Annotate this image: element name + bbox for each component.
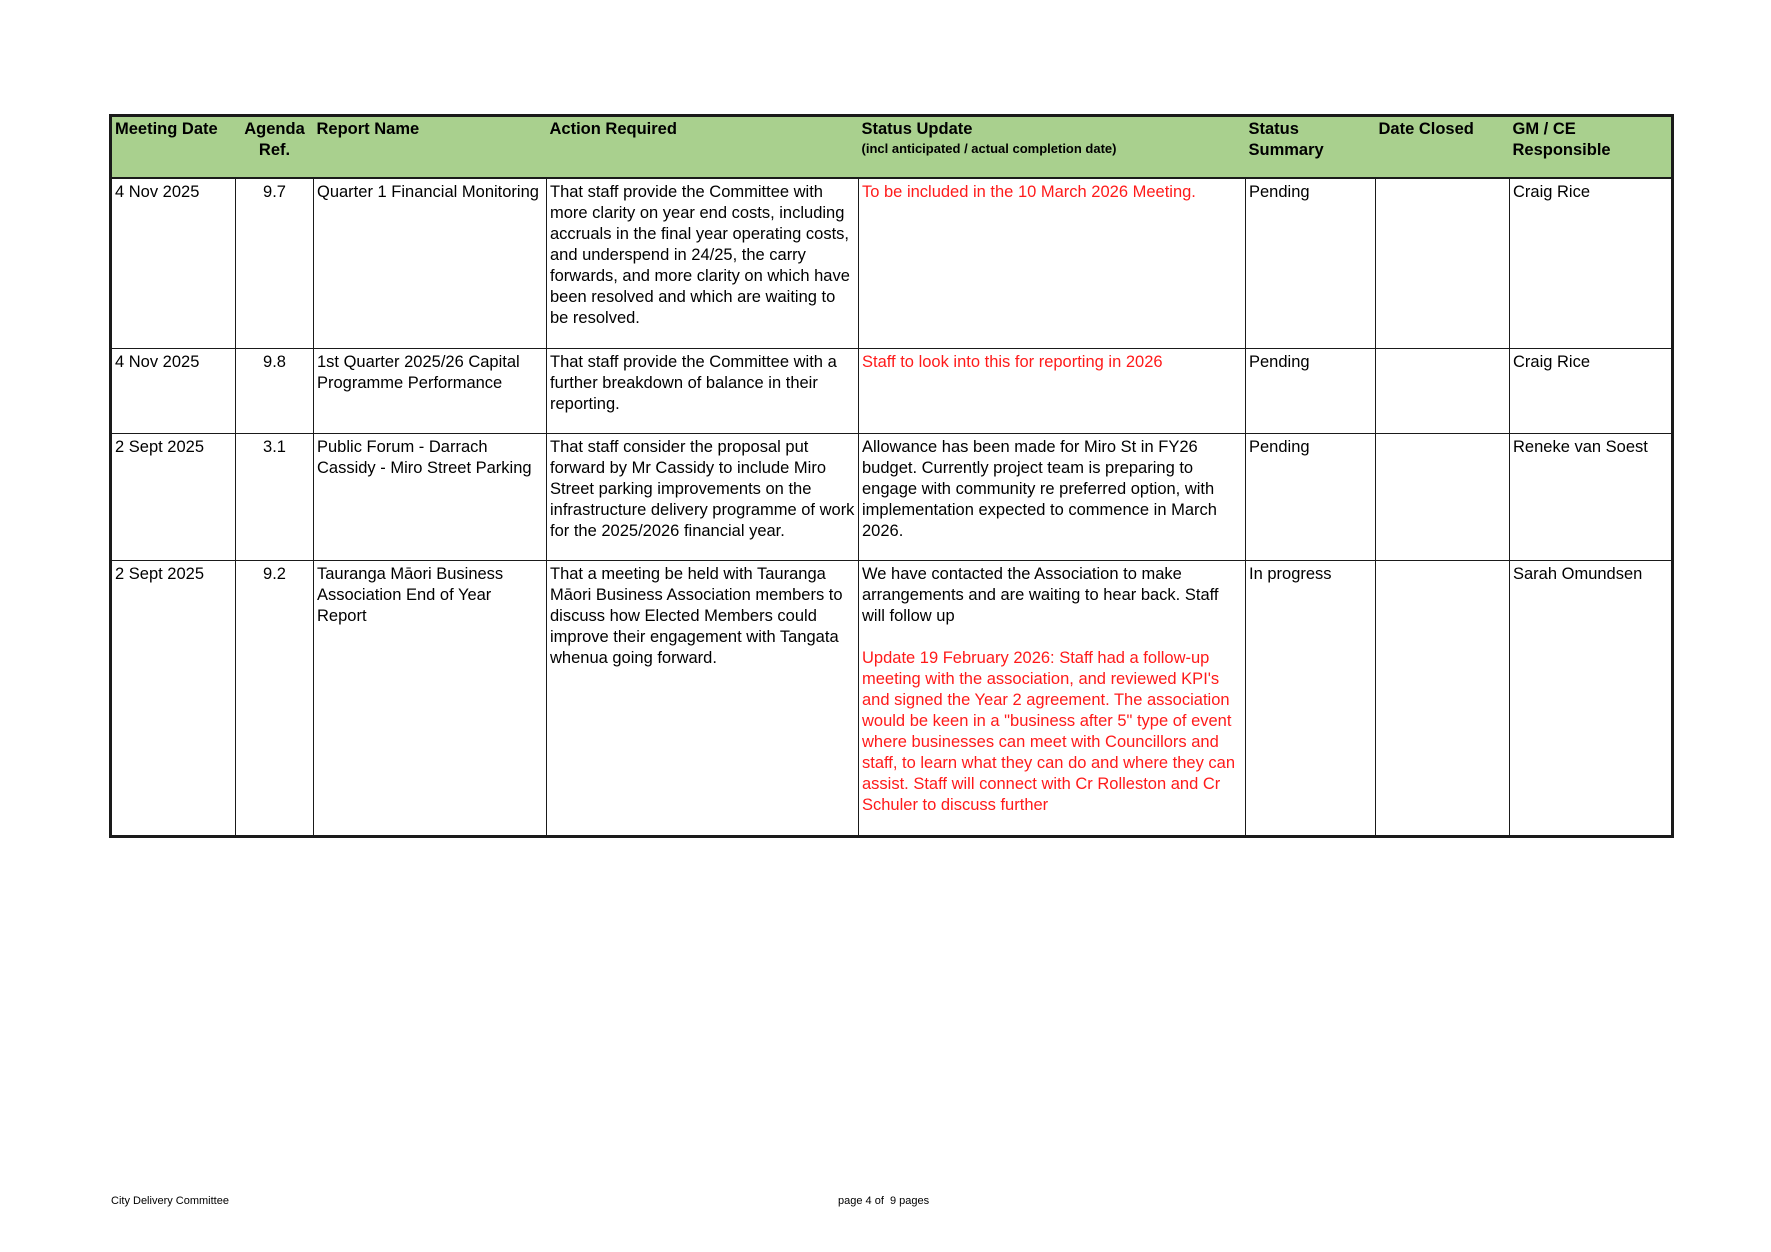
cell-agenda-ref: 3.1 [236, 433, 314, 560]
cell-report-name: Tauranga Māori Business Association End of Year Report [314, 560, 547, 836]
cell-meeting-date: 2 Sept 2025 [111, 433, 236, 560]
action-register [109, 114, 1671, 838]
cell-date-closed [1376, 433, 1510, 560]
header-report-name: Report Name [314, 116, 547, 179]
header-status-update-title: Status Update [861, 120, 973, 138]
table-header-row [111, 116, 1673, 179]
cell-meeting-date: 4 Nov 2025 [111, 178, 236, 348]
cell-responsible: Craig Rice [1510, 178, 1673, 348]
cell-date-closed [1376, 178, 1510, 348]
header-status-update [859, 116, 1246, 179]
cell-report-name: Quarter 1 Financial Monitoring [314, 178, 547, 348]
table-row [111, 433, 1673, 560]
cell-action-required: That staff consider the proposal put forward by Mr Cassidy to include Miro Street parking improvements on the infrastructure delivery programme of work for the 2025/2026 financial year. [547, 433, 859, 560]
cell-date-closed [1376, 348, 1510, 433]
cell-date-closed [1376, 560, 1510, 836]
paragraph-gap [862, 627, 1242, 648]
cell-report-name: Public Forum - Darrach Cassidy - Miro Street Parking [314, 433, 547, 560]
footer-page-number: page 4 of 9 pages [838, 1195, 930, 1207]
cell-status-summary: Pending [1246, 178, 1376, 348]
cell-action-required: That staff provide the Committee with a further breakdown of balance in their reporting. [547, 348, 859, 433]
header-action-required: Action Required [547, 116, 859, 179]
cell-action-required: That staff provide the Committee with more clarity on year end costs, including accruals in the final year operating costs, and underspend in 24/25, the carry forwards, and more clarity on which have been resolved and which are waiting to be resolved. [547, 178, 859, 348]
footer-committee-name: City Delivery Committee [111, 1195, 229, 1207]
cell-status-update [859, 560, 1246, 836]
cell-status-summary: In progress [1246, 560, 1376, 836]
cell-status-update [859, 433, 1246, 560]
cell-status-summary: Pending [1246, 433, 1376, 560]
cell-meeting-date: 2 Sept 2025 [111, 560, 236, 836]
cell-meeting-date: 4 Nov 2025 [111, 348, 236, 433]
header-date-closed: Date Closed [1376, 116, 1510, 179]
status-update-text: Allowance has been made for Miro St in FY26 budget. Currently project team is preparing to engage with community re preferred option, with implementation expected to commence in March 2026. [862, 437, 1217, 540]
cell-agenda-ref: 9.2 [236, 560, 314, 836]
action-table [109, 114, 1674, 838]
cell-responsible: Reneke van Soest [1510, 433, 1673, 560]
status-update-red-text: To be included in the 10 March 2026 Meeting. [862, 183, 1196, 201]
header-responsible: GM / CE Responsible [1510, 116, 1673, 179]
cell-responsible: Craig Rice [1510, 348, 1673, 433]
table-row [111, 560, 1673, 836]
cell-responsible: Sarah Omundsen [1510, 560, 1673, 836]
header-status-summary: Status Summary [1246, 116, 1376, 179]
status-update-red-text: Update 19 February 2026: Staff had a follow-up meeting with the association, and reviewed KPI's and signed the Year 2 agreement. The association would be keen in a "business after 5" type of event where businesses can meet with Councillors and staff, to learn what they can do and where they can assist. Staff will connect with Cr Rolleston and Cr Schuler to discuss further [862, 648, 1236, 814]
cell-action-required: That a meeting be held with Tauranga Māori Business Association members to discuss how Elected Members could improve their engagement with Tangata whenua going forward. [547, 560, 859, 836]
header-meeting-date: Meeting Date [111, 116, 236, 179]
cell-status-summary: Pending [1246, 348, 1376, 433]
cell-agenda-ref: 9.7 [236, 178, 314, 348]
cell-status-update [859, 348, 1246, 433]
status-update-red-text: Staff to look into this for reporting in 2026 [862, 352, 1163, 371]
table-row [111, 348, 1673, 433]
cell-agenda-ref: 9.8 [236, 348, 314, 433]
cell-report-name: 1st Quarter 2025/26 Capital Programme Performance [314, 348, 547, 433]
cell-status-update [859, 178, 1246, 348]
table-row [111, 178, 1673, 348]
header-status-update-subtitle: (incl anticipated / actual completion date) [861, 141, 1117, 156]
header-agenda-ref: Agenda Ref. [236, 116, 314, 179]
status-update-text: We have contacted the Association to make arrangements and are waiting to hear back. Staff will follow up [862, 564, 1219, 625]
